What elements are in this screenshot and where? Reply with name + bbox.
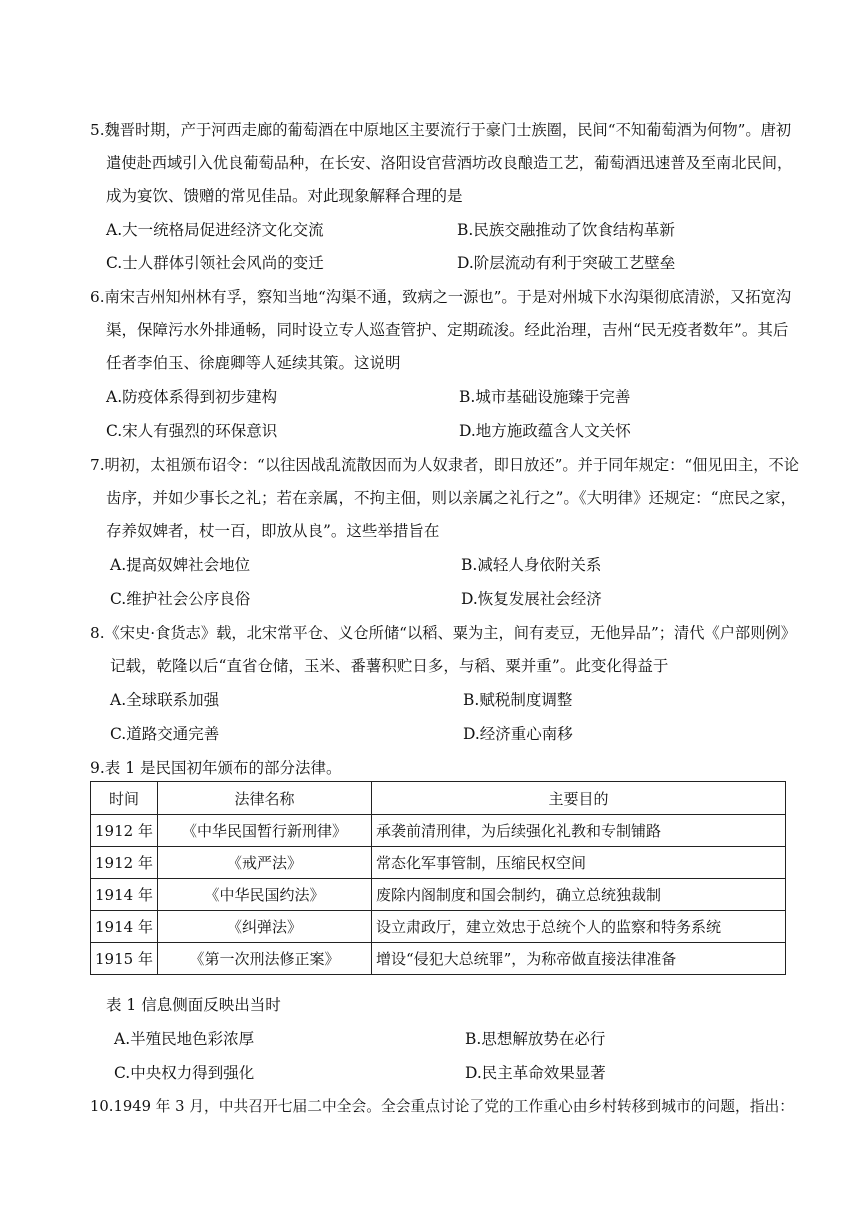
q7-option-a: A.提高奴婢社会地位 (110, 556, 251, 574)
q7-option-b: B.减轻人身依附关系 (461, 556, 602, 574)
table-cell-law-name: 《戒严法》 (157, 847, 371, 879)
table-row (91, 879, 786, 911)
table-header-year: 时间 (91, 782, 158, 815)
q9-stem: 表 1 信息侧面反映出当时 (106, 996, 281, 1014)
q7-option-d: D.恢复发展社会经济 (461, 590, 602, 608)
table-row (91, 911, 786, 943)
q5-option-a: A.大一统格局促进经济文化交流 (106, 221, 324, 239)
q8-option-c: C.道路交通完善 (110, 725, 220, 743)
q6-option-c: C.宋人有强烈的环保意识 (106, 422, 278, 440)
q8-option-b: B.赋税制度调整 (463, 691, 573, 709)
q6-stem-line-1: 6.南宋吉州知州林有孚，察知当地“沟渠不通，致病之一源也”。于是对州城下水沟渠彻底清淤，又拓宽沟 (90, 288, 792, 306)
table-cell-year: 1914 年 (91, 911, 158, 943)
q5-option-c: C.士人群体引领社会风尚的变迁 (106, 254, 324, 272)
q6-stem-line-3: 任者李伯玉、徐鹿卿等人延续其策。这说明 (106, 354, 401, 372)
table-cell-law-name: 《中华民国约法》 (157, 879, 371, 911)
q9-intro: 9.表 1 是民国初年颁布的部分法律。 (90, 759, 342, 777)
q5-option-d: D.阶层流动有利于突破工艺壁垒 (457, 254, 676, 272)
table-cell-purpose: 承袭前清刑律，为后续强化礼教和专制铺路 (371, 815, 785, 847)
q7-stem-line-2: 齿序，并如少事长之礼；若在亲属，不拘主佃，则以亲属之礼行之”。《大明律》还规定：“庶民之家， (106, 489, 797, 507)
q5-stem-line-1: 5.魏晋时期，产于河西走廊的葡萄酒在中原地区主要流行于豪门士族圈，民间“不知葡萄酒为何物”。唐初 (90, 121, 792, 139)
table-cell-law-name: 《中华民国暂行新刑律》 (157, 815, 371, 847)
table-header-law-name: 法律名称 (157, 782, 371, 815)
q7-option-c: C.维护社会公序良俗 (110, 590, 251, 608)
table-cell-law-name: 《纠弹法》 (157, 911, 371, 943)
q7-stem-line-1: 7.明初，太祖颁布诏令：“以往因战乱流散因而为人奴隶者，即日放还”。并于同年规定：“佃见田主，不论 (90, 456, 799, 474)
table-cell-purpose: 设立肃政厅，建立效忠于总统个人的监察和特务系统 (371, 911, 785, 943)
q9-option-d: D.民主革命效果显著 (465, 1064, 606, 1082)
table-cell-purpose: 废除内阁制度和国会制约，确立总统独裁制 (371, 879, 785, 911)
table-row (91, 847, 786, 879)
q6-stem-line-2: 渠，保障污水外排通畅，同时设立专人巡查管护、定期疏浚。经此治理，吉州“民无疫者数年”。其后 (106, 321, 789, 339)
table-cell-purpose: 常态化军事管制，压缩民权空间 (371, 847, 785, 879)
q6-option-a: A.防疫体系得到初步建构 (106, 388, 278, 406)
table-cell-year: 1915 年 (91, 943, 158, 975)
q8-option-a: A.全球联系加强 (110, 691, 220, 709)
table-cell-law-name: 《第一次刑法修正案》 (157, 943, 371, 975)
q8-stem-line-1: 8.《宋史·食货志》载，北宋常平仓、义仓所储“以稻、粟为主，间有麦豆，无他异品”；清代《户部则例》 (90, 624, 796, 642)
law-table (90, 781, 786, 975)
table-cell-year: 1912 年 (91, 815, 158, 847)
table-cell-purpose: 增设“侵犯大总统罪”，为称帝做直接法律准备 (371, 943, 785, 975)
q5-stem-line-3: 成为宴饮、馈赠的常见佳品。对此现象解释合理的是 (106, 187, 463, 205)
q9-option-a: A.半殖民地色彩浓厚 (114, 1030, 255, 1048)
table-cell-year: 1914 年 (91, 879, 158, 911)
q8-stem-line-2: 记载，乾隆以后“直省仓储，玉米、番薯积贮日多，与稻、粟并重”。此变化得益于 (110, 657, 669, 675)
table-cell-year: 1912 年 (91, 847, 158, 879)
q5-option-b: B.民族交融推动了饮食结构革新 (457, 221, 675, 239)
q10-stem-line-1: 10.1949 年 3 月，中共召开七届二中全会。全会重点讨论了党的工作重心由乡村转移到城市的问题，指出： (90, 1098, 794, 1115)
q9-option-c: C.中央权力得到强化 (114, 1064, 255, 1082)
q8-option-d: D.经济重心南移 (463, 725, 573, 743)
table-row (91, 943, 786, 975)
table-header-purpose: 主要目的 (371, 782, 785, 815)
table-row (91, 815, 786, 847)
q9-option-b: B.思想解放势在必行 (465, 1030, 606, 1048)
q7-stem-line-3: 存养奴婢者，杖一百，即放从良”。这些举措旨在 (106, 522, 440, 540)
table-header-row (91, 782, 786, 815)
q5-stem-line-2: 遣使赴西域引入优良葡萄品种，在长安、洛阳设官营酒坊改良酿造工艺，葡萄酒迅速普及至南北民间， (106, 154, 793, 172)
q6-option-b: B.城市基础设施臻于完善 (459, 388, 631, 406)
q6-option-d: D.地方施政蕴含人文关怀 (459, 422, 631, 440)
